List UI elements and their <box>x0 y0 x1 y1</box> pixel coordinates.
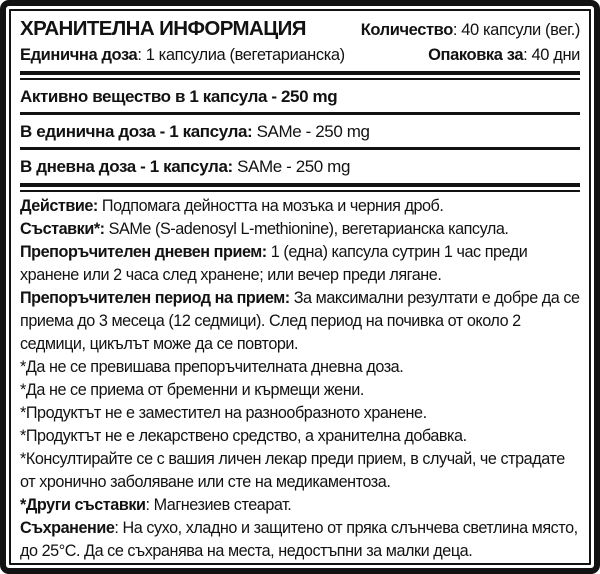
paragraph-warning-2 <box>20 379 580 402</box>
paragraph-label: *Други съставки <box>20 496 146 514</box>
divider-medium-1 <box>20 112 580 115</box>
per-daily-dose-label: В дневна доза - 1 капсула: <box>20 157 233 176</box>
paragraph-warning-3 <box>20 402 580 425</box>
per-daily-dose-value: SAMe - 250 mg <box>232 157 350 176</box>
single-dose-field <box>20 43 345 68</box>
paragraph-warning-1 <box>20 356 580 379</box>
paragraph-text: *Да не се приема от бременни и кърмещи жени. <box>20 381 364 399</box>
paragraph-text: *Да не се превишава препоръчителната дневна доза. <box>20 358 404 376</box>
paragraph-storage <box>20 517 580 563</box>
per-single-dose-row <box>20 117 580 145</box>
paragraph-label: Съставки*: <box>20 220 105 238</box>
paragraph-warning-5 <box>20 448 580 494</box>
paragraph-action <box>20 195 580 218</box>
single-dose-label: Единична доза <box>20 46 138 64</box>
paragraph-text: За максимални резултати е добре да се приема до 3 месеца (12 седмици). След период на почивка от около 2 седмици, цикълът може да се повтори. <box>20 289 580 353</box>
active-substance-row: Активно вещество в 1 капсула - 250 mg <box>20 87 338 106</box>
quantity-value: : 40 капсули (вег.) <box>452 21 580 39</box>
package-value: : 40 дни <box>523 46 580 64</box>
paragraph-ingredients <box>20 218 580 241</box>
paragraph-text: *Продуктът не е заместител на разнообразното хранене. <box>20 404 427 422</box>
package-label: Опаковка за <box>428 46 524 64</box>
divider-double-top <box>20 71 580 80</box>
page-title: ХРАНИТЕЛНА ИНФОРМАЦИЯ <box>20 17 306 40</box>
paragraph-text: SAMe (S-adenosyl L-methionine), вегетарианска капсула. <box>104 220 509 238</box>
paragraph-warning-4 <box>20 425 580 448</box>
per-daily-dose-row <box>20 152 580 180</box>
per-single-dose-label: В единична доза - 1 капсула: <box>20 122 253 141</box>
header-row-1 <box>20 16 580 43</box>
paragraph-label: Препоръчителен период на прием: <box>20 289 290 307</box>
paragraph-other-ingredients <box>20 494 580 517</box>
package-field <box>428 43 580 68</box>
paragraph-intake-period <box>20 287 580 356</box>
divider-double-bottom <box>20 183 580 192</box>
info-paragraphs <box>20 195 580 563</box>
quantity-field <box>361 18 580 43</box>
header-row-2 <box>20 43 580 68</box>
quantity-label: Количество <box>360 21 453 39</box>
single-dose-value: : 1 капсулиа (вегетарианска) <box>137 46 345 64</box>
paragraph-label: Съхранение <box>20 519 115 537</box>
paragraph-label: Препоръчителен дневен прием: <box>20 243 267 261</box>
divider-medium-2 <box>20 147 580 150</box>
paragraph-label: Действие: <box>20 197 98 215</box>
paragraph-text: Подпомага дейността на мозъка и черния дроб. <box>97 197 444 215</box>
per-single-dose-value: SAMe - 250 mg <box>252 122 370 141</box>
paragraph-text: *Продуктът не е лекарствено средство, а хранителна добавка. <box>20 427 467 445</box>
paragraph-text: 1 (една) капсула сутрин 1 час преди хранене или 2 часа след хранене; или вечер преди лягане. <box>20 243 528 284</box>
paragraph-text: : На сухо, хладно и защитено от пряка слънчева светлина място, до 25°C. Да се съхранява на места, недостъпни за малки деца. <box>20 519 578 560</box>
label-inner-panel <box>9 9 591 565</box>
paragraph-text: *Консултирайте се с вашия личен лекар преди прием, в случай, че страдате от хронично заболяване или сте на медикаментоза. <box>20 450 565 491</box>
paragraph-daily-intake <box>20 241 580 287</box>
paragraph-text: : Магнезиев стеарат. <box>145 496 292 514</box>
